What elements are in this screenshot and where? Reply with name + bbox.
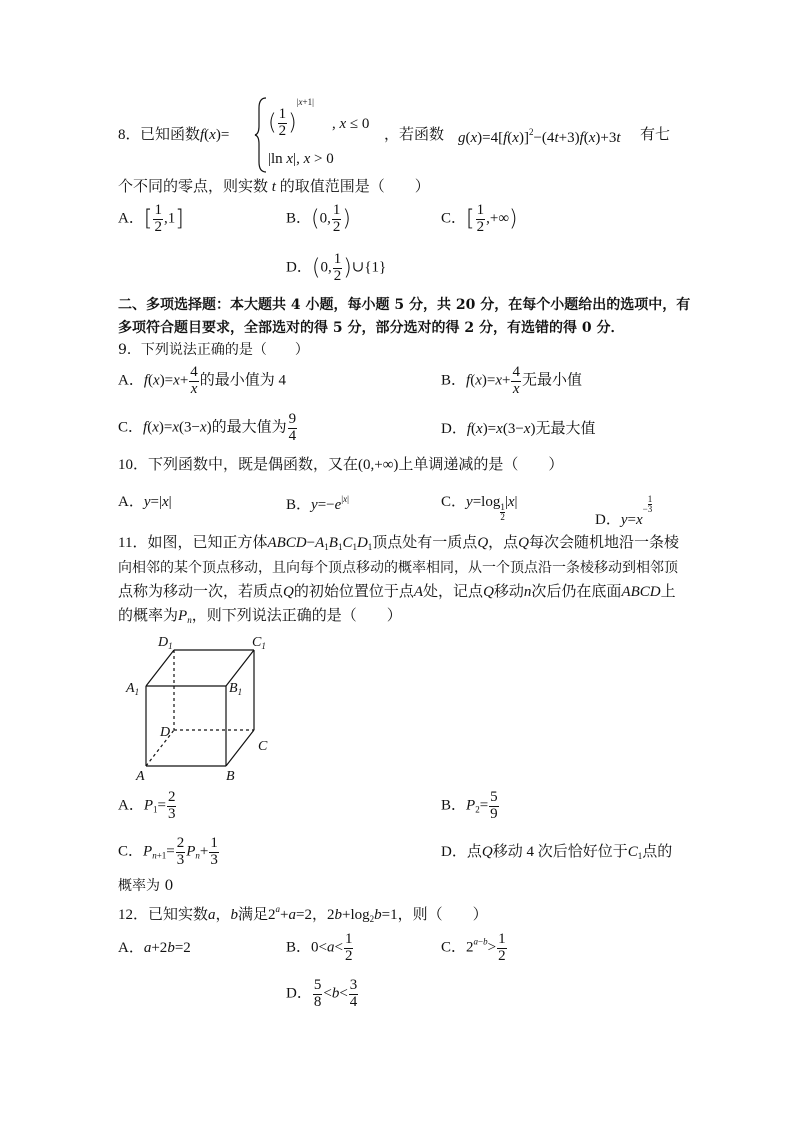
q12-option-c[interactable]: C．$2^{a-b}>$ $\frac{1}{2}$ bbox=[441, 931, 506, 964]
q8-number: 8． bbox=[118, 127, 141, 143]
q8-f-def: f(x)= bbox=[200, 127, 230, 143]
q8-stem-a: 已知函数 bbox=[140, 127, 201, 143]
q11-line1: 11．如图，已知正方体$ABCD-A_1B_1C_1D_1$顶点处有一质点Q，点Q每次会随机地沿一条棱 bbox=[118, 535, 680, 552]
q12-option-a[interactable]: A．a+2b=2 bbox=[118, 940, 191, 956]
cube-diagram bbox=[122, 630, 282, 782]
q12-stem: 12．已知实数a，b满足$2^a+a=2$，$2b+\log_2b=1$，则（ ） bbox=[118, 904, 488, 924]
q8-option-d[interactable]: D．(0, $\frac{1}{2}$ )∪{1} bbox=[286, 251, 387, 284]
cube-label-a1: $A_1$ bbox=[126, 681, 140, 697]
cube-label-c1: $C_1$ bbox=[252, 635, 266, 651]
q8-line2: 个不同的零点，则实数 t 的取值范围是（ ） bbox=[118, 179, 430, 195]
q9-option-d[interactable]: D．f(x)=x(3−x)无最大值 bbox=[441, 421, 596, 437]
cube-label-d: D bbox=[160, 725, 171, 740]
q8-cond1: , x ≤ 0 bbox=[332, 116, 370, 132]
q8-option-b[interactable]: B．(0, $\frac{1}{2}$ ) bbox=[286, 202, 351, 235]
q11-option-d[interactable]: D．点Q移动 4 次后恰好位于$C_1$点的 bbox=[441, 844, 673, 861]
q12-option-d[interactable]: D． $\frac{5}{8}$ <b< $\frac{3}{4}$ bbox=[286, 977, 358, 1010]
q10-option-a[interactable]: A．y=|x| bbox=[118, 494, 172, 510]
q9-option-a[interactable]: A．f(x)=x+ $\frac{4}{x}$ 的最小值为 4 bbox=[118, 364, 287, 397]
q10-stem: 10．下列函数中，既是偶函数，又在(0,+∞)上单调递减的是（ ） bbox=[118, 457, 564, 473]
cube-label-c: C bbox=[258, 739, 268, 754]
q10-option-b[interactable]: B．$y=-e^{|x|}$ bbox=[286, 494, 349, 513]
q11-option-c[interactable]: C．$P_{n+1}=$ $\frac{2}{3}$ $P_n+$ $\frac{1}{3}$ bbox=[118, 835, 218, 868]
cube-label-a: A bbox=[136, 769, 145, 782]
cube-label-b: B bbox=[226, 769, 235, 782]
q8-option-c[interactable]: C．[ $\frac{1}{2}$ ,+∞) bbox=[441, 202, 518, 235]
q9-option-c[interactable]: C．f(x)=x(3−x)的最大值为 $\frac{9}{4}$ bbox=[118, 411, 297, 444]
q10-option-c[interactable]: C．y=log $\frac{1}{2}$ |x| bbox=[441, 494, 518, 522]
q8-stem-e: 的取值范围是（ ） bbox=[279, 179, 430, 195]
q10-option-d[interactable]: D．y=x− $\frac{1}{3}$ bbox=[595, 494, 653, 528]
q8-stem-d: 个不同的零点，则实数 bbox=[118, 179, 269, 195]
section2-line1: 二、多项选择题：本大题共 4 小题，每小题 5 分，共 20 分，在每个小题给出的选项中，有 bbox=[118, 297, 691, 313]
section2-line2: 多项符合题目要求，全部选对的得 5 分，部分选对的得 2 分，有选错的得 0 分． bbox=[118, 320, 625, 336]
q11-option-d-cont: 概率为 0 bbox=[118, 878, 174, 894]
q8-g-def: $g(x)=4[f(x)]^2-(4t+3)f(x)+3t$ bbox=[458, 127, 621, 146]
q11-option-a[interactable]: A．$P_1=$ $\frac{2}{3}$ bbox=[118, 789, 176, 822]
q8-case1: ( $\frac{1}{2}$ )$^{|x+1|}$ bbox=[268, 97, 314, 140]
q11-option-b[interactable]: B．$P_2=$ $\frac{5}{9}$ bbox=[441, 789, 498, 822]
q9-stem: 9．下列说法正确的是（ ） bbox=[118, 342, 309, 358]
cube-label-b1: $B_1$ bbox=[229, 681, 243, 697]
q12-option-b[interactable]: B．0<a< $\frac{1}{2}$ bbox=[286, 931, 353, 964]
q8-stem-b: ，若函数 bbox=[384, 127, 445, 143]
piecewise-brace-icon bbox=[254, 96, 268, 174]
q8-stem-c: 有七 bbox=[640, 127, 671, 143]
cube-label-d1: $D_1$ bbox=[158, 635, 173, 651]
q9-option-b[interactable]: B．f(x)=x+ $\frac{4}{x}$ 无最小值 bbox=[441, 364, 582, 397]
q8-case2: |ln x|, x > 0 bbox=[268, 151, 334, 167]
q8-option-a[interactable]: A．[ $\frac{1}{2}$ ,1] bbox=[118, 202, 184, 235]
q11-line2: 向相邻的某个顶点移动，且向每个顶点移动的概率相同，从一个顶点沿一条棱移动到相邻顶 bbox=[118, 560, 678, 576]
q11-line3: 点称为移动一次，若质点Q的初始位置位于点A处，记点Q移动n次后仍在底面ABCD上 bbox=[118, 584, 676, 600]
q11-line4: 的概率为$P_n$，则下列说法正确的是（ ） bbox=[118, 608, 402, 625]
